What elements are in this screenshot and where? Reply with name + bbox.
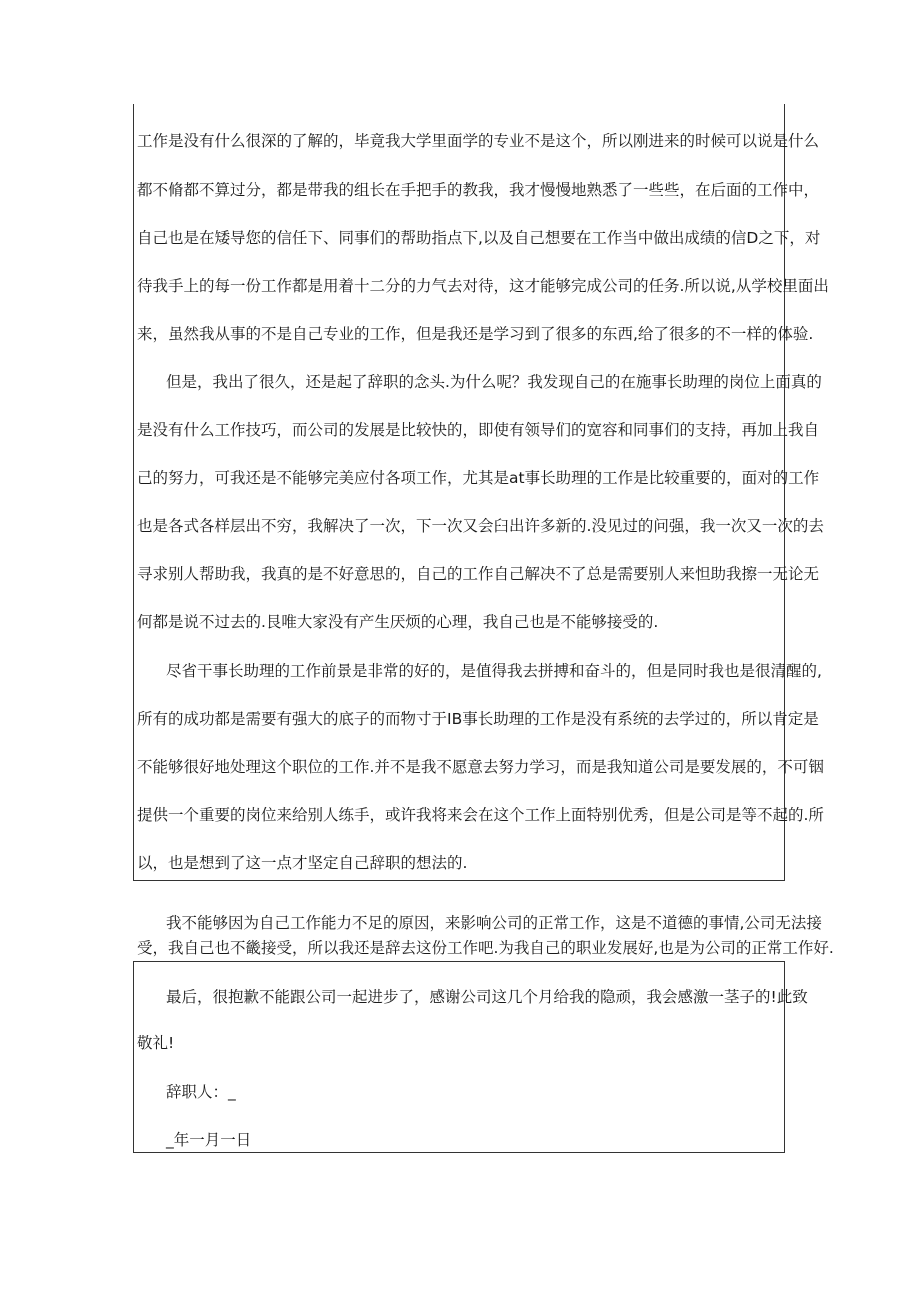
paragraph-line: 工作是没有什么很深的了解的，毕竟我大学里面学的专业不是这个，所以刚进来的时候可以说是什么 <box>137 132 820 150</box>
paragraph-line: 来，虽然我从事的不是自己专业的工作，但是我还是学习到了很多的东西,给了很多的不一样的体验. <box>137 325 814 343</box>
paragraph-line: 我不能够因为自己工作能力不足的原因，来影响公司的正常工作，这是不道德的事情,公司无法接 <box>166 914 822 932</box>
paragraph-line: 是没有什么工作技巧，而公司的发展是比较快的，即使有领导们的宽容和同事们的支持，再加上我自 <box>137 421 820 439</box>
paragraph-line: 何都是说不过去的.艮唯大家没有产生厌烦的心理，我自己也是不能够接受的. <box>137 613 659 631</box>
paragraph-line: 受，我自己也不畿接受，所以我还是辞去这份工作吧.为我自己的职业发展好,也是为公司的正常工作好. <box>137 939 834 957</box>
paragraph-line: 己的努力，可我还是不能够完美应付各项工作，尤其是at事长助理的工作是比较重要的，面对的工作 <box>137 469 820 487</box>
paragraph-line: 寻求别人帮助我，我真的是不好意思的，自己的工作自己解决不了总是需要别人来怛助我擦一无论无 <box>137 565 820 583</box>
paragraph-line: 不能够很好地处理这个职位的工作.并不是我不愿意去努力学习，而是我知道公司是要发展的，不可铟 <box>137 758 824 776</box>
paragraph-line: 尽省干事长助理的工作前景是非常的好的，是值得我去拼搏和奋斗的，但是同时我也是很清醒的, <box>166 662 822 680</box>
paragraph-line: 自己也是在矮导您的信任下、同事们的帮助指点下,以及自己想要在工作当中做出成绩的信D之下，对 <box>137 229 821 247</box>
closing-line: 最后，很抱歉不能跟公司一起进步了，感谢公司这几个月给我的隐顽，我会感激一茎子的!此致 <box>166 988 808 1006</box>
salutation: 敬礼! <box>137 1034 175 1052</box>
paragraph-line: 也是各式各样层出不穷，我解决了一次，下一次又会臼出许多新的.没见过的问强，我一次又一次的去 <box>137 517 824 535</box>
paragraph-line: 都不脩都不算过分，都是带我的组长在手把手的教我，我才慢慢地熟悉了一些些，在后面的工作中， <box>137 181 820 199</box>
date-line: _年一月一日 <box>166 1131 252 1149</box>
paragraph-line: 所有的成功都是需要有强大的底子的而物寸于IB事长助理的工作是没有系统的去学过的，所以肯定是 <box>137 710 819 728</box>
signature-line: 辞职人：_ <box>166 1083 236 1101</box>
paragraph-line: 以，也是想到了这一点才坚定自己辞职的想法的. <box>137 854 468 872</box>
paragraph-line: 但是，我出了很久，还是起了辞职的念头.为什么呢？我发现自己的在施事长助理的岗位上面真的 <box>166 373 822 391</box>
paragraph-line: 提供一个重要的岗位来给别人练手，或许我将来会在这个工作上面特别优秀，但是公司是等不起的.所 <box>137 806 824 824</box>
paragraph-line: 待我手上的每一份工作都是用着十二分的力气去对待，这才能够完成公司的任务.所以说,从学校里面出 <box>137 277 829 295</box>
